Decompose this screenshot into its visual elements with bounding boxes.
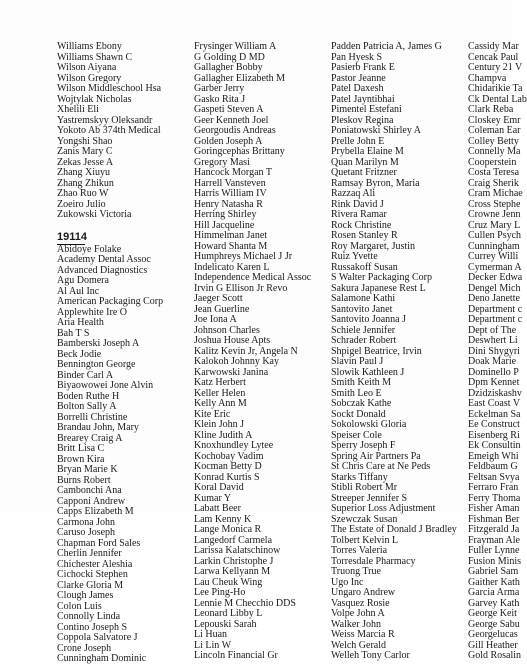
- directory-entry: Gaither Kath: [468, 576, 520, 588]
- directory-entry: Burns Robert: [57, 474, 111, 486]
- directory-entry: Sobczak Kathe: [331, 398, 392, 409]
- directory-entry: S Walter Packaging Corp: [331, 272, 432, 283]
- directory-entry: Xhelili Eli: [57, 104, 99, 115]
- directory-entry: Cherlin Jennifer: [57, 548, 122, 559]
- directory-entry: Gallagher Bobby: [194, 62, 263, 73]
- directory-entry: Schrader Robert: [331, 335, 397, 346]
- directory-entry: Joe Iona A: [194, 314, 237, 325]
- directory-entry: Hancock Morgan T: [194, 167, 272, 178]
- directory-entry: Larissa Kalatschinow: [194, 545, 281, 556]
- directory-entry: Frayman Ale: [468, 534, 520, 546]
- directory-entry: Schiele Jennifer: [331, 324, 396, 336]
- directory-entry: Kite Eric: [194, 408, 231, 420]
- directory-entry: George Sabu: [468, 618, 520, 630]
- directory-entry: Pasierb Frank E: [331, 62, 395, 73]
- directory-entry: Ruiz Yvette: [331, 251, 378, 262]
- directory-entry: Lange Monica R: [194, 524, 262, 535]
- directory-entry: Leonard Libby L: [194, 608, 263, 619]
- directory-entry: Rivera Ramar: [331, 209, 387, 220]
- directory-entry: Brearey Craig A: [57, 432, 123, 444]
- directory-entry: Cruz Mary L: [468, 219, 521, 231]
- directory-entry: Frysinger William A: [194, 41, 277, 52]
- directory-entry: Hill Jacqueline: [194, 219, 255, 231]
- directory-entry: Padden Patricia A, James G: [331, 41, 442, 52]
- directory-entry: Fisher Aman: [468, 503, 520, 514]
- directory-entry: Smith Leo E: [331, 387, 382, 399]
- directory-entry: Sockt Donald: [331, 408, 386, 420]
- directory-entry: Cullen Psych: [468, 230, 522, 241]
- directory-entry: Capps Elizabeth M: [57, 506, 134, 517]
- directory-entry: Rosen Stanley R: [331, 230, 398, 241]
- directory-entry: Georgelucas: [468, 629, 518, 640]
- directory-entry: Goringcephas Brittany: [194, 146, 285, 157]
- directory-entry: Decker Edwa: [468, 272, 523, 283]
- directory-entry: Sakura Japanese Rest L: [331, 282, 426, 294]
- directory-entry: Colley Betty: [468, 135, 519, 147]
- directory-entry: Superior Loss Adjustment: [331, 503, 436, 514]
- directory-entry: Deswhert Li: [468, 335, 518, 346]
- directory-entry: Zhang Zhikun: [57, 177, 114, 189]
- directory-entry: Independence Medical Assoc: [194, 272, 312, 283]
- directory-entry: Yokoto Ab 374th Medical: [57, 125, 161, 136]
- directory-entry: Labatt Beer: [194, 503, 241, 514]
- directory-entry: Zhang Xiuyu: [57, 167, 111, 178]
- directory-entry: George Keit: [468, 608, 517, 619]
- directory-entry: Welleh Tony Carlor: [331, 650, 410, 661]
- directory-entry: Keller Helen: [194, 387, 246, 399]
- directory-entry: Lee Ping-Ho: [194, 587, 246, 598]
- directory-entry: Agu Domera: [57, 275, 109, 286]
- directory-entry: Pleskov Regina: [331, 114, 394, 126]
- directory-entry: Kalokoh Johnny Kay: [194, 356, 279, 367]
- directory-entry: Stibli Robert Mr: [331, 482, 398, 493]
- directory-entry: Howard Shanta M: [194, 240, 268, 252]
- directory-entry: Russakoff Susan: [331, 261, 398, 273]
- directory-entry: Cymerman A: [468, 261, 522, 273]
- directory-entry: Cichocki Stephen: [57, 569, 128, 580]
- directory-entry: Pastor Jeanne: [331, 72, 386, 84]
- directory-entry: Shpigel Beatrice, Irvin: [331, 345, 422, 357]
- directory-entry: Chapman Ford Sales: [57, 537, 141, 549]
- directory-entry: Dominello P: [468, 366, 519, 378]
- directory-entry: Harris William IV: [194, 188, 267, 199]
- directory-entry: Brown Kira: [57, 453, 105, 465]
- directory-entry: Streeper Jennifer S: [331, 492, 408, 504]
- directory-entry: Kalitz Kevin Jr, Angela N: [194, 345, 298, 357]
- directory-entry: Ferry Thoma: [468, 492, 521, 504]
- directory-entry: Ck Dental Lab: [468, 93, 527, 105]
- directory-entry: Zekas Jesse A: [57, 156, 114, 168]
- directory-entry: Volpe John A: [331, 608, 385, 619]
- directory-entry: Currey Willi: [468, 251, 519, 262]
- directory-entry: Katz Herbert: [194, 377, 246, 388]
- directory-entry: Cambonchi Ana: [57, 485, 122, 496]
- directory-column-3: [331, 42, 457, 662]
- directory-entry: Yongshi Shao: [57, 135, 113, 147]
- directory-entry: Crowne Jenn: [468, 209, 521, 220]
- directory-entry: The Estate of Donald J Bradley: [331, 524, 457, 535]
- directory-entry: Garber Jerry: [194, 83, 245, 94]
- directory-entry: Craig Sherik: [468, 177, 519, 189]
- directory-entry: Cross Stephe: [468, 198, 521, 210]
- directory-entry: Doak Marie: [468, 356, 517, 367]
- directory-entry: Rink David J: [331, 198, 384, 210]
- directory-entry: Dengel Mich: [468, 282, 521, 294]
- directory-entry: Borrelli Christine: [57, 411, 128, 423]
- directory-entry: Coppola Salvatore J: [57, 632, 138, 643]
- directory-entry: American Packaging Corp: [57, 296, 164, 307]
- directory-entry: Poniatowski Shirley A: [331, 125, 422, 136]
- directory-entry: Chidarikie Ta: [468, 83, 523, 94]
- directory-entry: Torres Valeria: [331, 545, 388, 556]
- directory-entry: Joshua House Apts: [194, 335, 271, 346]
- directory-entry: Lennie M Checchio DDS: [194, 597, 296, 609]
- directory-entry: Zhao Ruo W: [57, 188, 109, 199]
- directory-entry: Karwowski Janina: [194, 366, 269, 378]
- directory-entry: Boden Ruthe H: [57, 390, 120, 402]
- directory-entry: Capponi Andrew: [57, 495, 126, 507]
- directory-entry: Gold Rosalin: [468, 650, 522, 661]
- directory-entry: Klein John J: [194, 419, 244, 430]
- directory-entry: Harrell Vansteven: [194, 177, 266, 189]
- directory-entry: Garvey Kath: [468, 597, 520, 609]
- directory-entry: Gregory Masi: [194, 156, 250, 168]
- directory-entry: Bryan Marie K: [57, 464, 118, 475]
- directory-entry: Academy Dental Assoc: [57, 254, 151, 265]
- directory-entry: Cassidy Mar: [468, 41, 519, 52]
- directory-entry: Herring Shirley: [194, 209, 257, 220]
- directory-entry: Williams Shawn C: [57, 51, 133, 63]
- directory-entry: Weiss Marcia R: [331, 629, 395, 640]
- directory-entry: Langedorf Carmela: [194, 534, 273, 546]
- directory-entry: Rock Christine: [331, 219, 392, 231]
- directory-entry: Dzidziskashv: [468, 387, 522, 399]
- directory-entry: Prelle John E: [331, 135, 385, 147]
- directory-entry: Gasko Rita J: [194, 93, 246, 105]
- directory-entry: Zoeiro Julio: [57, 198, 106, 210]
- directory-entry: Sokolowski Gloria: [331, 419, 407, 430]
- directory-entry: Williams Ebony: [57, 41, 122, 52]
- directory-entry: Fusion Minis: [468, 555, 522, 567]
- directory-entry: Clark Reba: [468, 104, 514, 115]
- directory-entry: Feldbaum G: [468, 461, 518, 472]
- directory-entry: Sperry Joseph F: [331, 440, 396, 451]
- directory-entry: Ungaro Andrew: [331, 587, 396, 598]
- directory-entry: Humphreys Michael J Jr: [194, 251, 293, 262]
- directory-entry: Department c: [468, 314, 523, 325]
- directory-entry: Ee Construct: [468, 419, 520, 430]
- directory-entry: Speiser Cole: [331, 429, 382, 441]
- directory-entry: Smith Keith M: [331, 377, 392, 388]
- directory-entry: Lam Kenny K: [194, 513, 252, 525]
- directory-entry: Garcia Arma: [468, 587, 520, 598]
- directory-entry: Connelly Ma: [468, 146, 521, 157]
- directory-entry: Dept of The: [468, 324, 517, 336]
- directory-entry: Jaeger Scott: [194, 293, 243, 304]
- directory-entry: Gill Heather: [468, 639, 518, 651]
- directory-entry: Ferraro Fran: [468, 482, 519, 493]
- directory-entry: Bah T S: [57, 327, 90, 339]
- directory-entry: Pimentel Estefani: [331, 104, 402, 115]
- directory-entry: Salamone Kathi: [331, 293, 396, 304]
- directory-entry: Chichester Aleshia: [57, 558, 133, 570]
- directory-entry: Deno Janette: [468, 293, 520, 304]
- directory-entry: Li Huan: [194, 629, 228, 640]
- directory-entry: Zukowski Victoria: [57, 209, 132, 220]
- directory-entry: Truong True: [331, 566, 381, 577]
- directory-entry: Beck Jodie: [57, 348, 102, 360]
- directory-column-1: [57, 42, 163, 665]
- directory-entry: Advanced Diagnostics: [57, 264, 148, 276]
- directory-entry: Slavin Paul J: [331, 356, 384, 367]
- directory-entry: Aria Health: [57, 317, 104, 328]
- directory-entry: Konrad Kurtis S: [194, 471, 260, 483]
- directory-entry: Patel Daxesh: [331, 83, 384, 94]
- directory-entry: Himmelman Janet: [194, 230, 268, 241]
- directory-entry: Koral David: [194, 482, 244, 493]
- directory-entry: Golden Joseph A: [194, 135, 263, 147]
- directory-entry: Larwa Kellyann M: [194, 566, 271, 577]
- directory-entry: Caruso Joseph: [57, 527, 116, 538]
- directory-entry: Kochobay Vadim: [194, 450, 264, 462]
- directory-entry: Knoxhundley Lytee: [194, 440, 274, 451]
- directory-entry: Indelicato Karen L: [194, 261, 270, 273]
- directory-entry: Eisenberg Ri: [468, 429, 520, 441]
- directory-entry: Henry Natasha R: [194, 198, 263, 210]
- directory-entry: Cunningham Dominic: [57, 653, 147, 664]
- directory-entry: Bennington George: [57, 359, 136, 370]
- directory-entry: Wojtylak Nicholas: [57, 93, 132, 105]
- directory-entry: Colon Luis: [57, 600, 102, 612]
- directory-entry: St Chris Care at Ne Peds: [331, 461, 431, 472]
- directory-entry: Wilson Gregory: [57, 72, 122, 84]
- directory-entry: Eckelman Sa: [468, 408, 521, 420]
- directory-entry: Carmona John: [57, 516, 116, 528]
- directory-entry: Bamberski Joseph A: [57, 338, 140, 349]
- directory-entry: Wilson Aiyana: [57, 62, 117, 73]
- directory-entry: Dini Shygyri: [468, 345, 520, 357]
- directory-entry: Slowik Kathleen J: [331, 366, 405, 378]
- directory-entry: East Coast V: [468, 398, 521, 409]
- directory-entry: Torresdale Pharmacy: [331, 555, 416, 567]
- directory-entry: Feltsan Svya: [468, 471, 520, 483]
- directory-entry: Crone Joseph: [57, 642, 112, 654]
- directory-entry: Ramsay Byron, Maria: [331, 177, 420, 189]
- directory-entry: Kumar Y: [194, 492, 232, 504]
- directory-entry: Kelly Ann M: [194, 398, 247, 409]
- directory-entry: Fishman Ber: [468, 513, 520, 525]
- directory-entry: Closkey Emr: [468, 114, 521, 126]
- directory-entry: Applewhite Ire O: [57, 306, 127, 318]
- directory-entry: Lau Cheuk Wing: [194, 576, 263, 588]
- directory-entry: Vasquez Rosie: [331, 597, 390, 609]
- directory-entry: Zanis Mary C: [57, 146, 113, 157]
- directory-entry: G Golding D MD: [194, 51, 265, 63]
- directory-entry: Champva: [468, 72, 507, 84]
- directory-entry: Department c: [468, 303, 523, 315]
- zip-code-heading: 19114: [57, 230, 87, 243]
- directory-entry: Kline Judith A: [194, 429, 253, 441]
- directory-column-2: [194, 42, 311, 662]
- directory-entry: Clough James: [57, 590, 114, 601]
- directory-entry: Clarke Gloria M: [57, 579, 124, 591]
- directory-entry: Pan Hyesk S: [331, 51, 383, 63]
- directory-entry: Santovito Joanna J: [331, 314, 406, 325]
- directory-entry: Lepouski Sarah: [194, 618, 257, 630]
- directory-entry: Roy Margaret, Justin: [331, 240, 415, 252]
- directory-entry: Emeigh Whi: [468, 450, 519, 462]
- directory-entry: Contino Joseph S: [57, 621, 128, 633]
- directory-entry: Patel Jayntibhai: [331, 93, 395, 105]
- directory-entry: Larkin Christophe J: [194, 555, 274, 567]
- directory-entry: Quetant Fritzner: [331, 167, 397, 178]
- directory-entry: Abidoye Folake: [57, 243, 122, 255]
- directory-entry: Cooperstein: [468, 156, 517, 168]
- directory-entry: Britt Lisa C: [57, 443, 105, 454]
- directory-entry: Quan Marilyn M: [331, 156, 399, 168]
- directory-entry: Fitzgerald Ja: [468, 524, 520, 535]
- directory-entry: Lincoln Financial Gr: [194, 650, 278, 661]
- directory-entry: Gaspeti Steven A: [194, 104, 264, 115]
- directory-entry: Starks Tiffany: [331, 471, 388, 483]
- directory-entry: Spring Air Partners Pa: [331, 450, 421, 462]
- directory-entry: Walker John: [331, 618, 382, 630]
- directory-column-4: [468, 42, 527, 662]
- directory-entry: Costa Teresa: [468, 167, 520, 178]
- directory-entry: Dpm Kennet: [468, 377, 520, 388]
- directory-entry: Tolbert Kelvin L: [331, 534, 399, 546]
- directory-entry: Johnson Charles: [194, 324, 260, 336]
- directory-entry: Cram Michae: [468, 188, 523, 199]
- directory-entry: Ek Consultin: [468, 440, 521, 451]
- directory-entry: Szewczak Susan: [331, 513, 398, 525]
- directory-entry: Welch Gerald: [331, 639, 386, 651]
- directory-entry: Gallagher Elizabeth M: [194, 72, 286, 84]
- directory-entry: Jean Guerline: [194, 303, 250, 315]
- directory-entry: Al Aul Inc: [57, 285, 100, 297]
- directory-entry: Fuller Lynne: [468, 545, 520, 556]
- directory-entry: Bolton Sally A: [57, 401, 117, 412]
- directory-entry: Li Lin W: [194, 639, 232, 651]
- directory-entry: Geer Kenneth Joel: [194, 114, 269, 126]
- directory-entry: Kocman Betty D: [194, 461, 262, 472]
- directory-entry: Century 21 V: [468, 62, 523, 73]
- directory-entry: Cunningham: [468, 240, 520, 252]
- directory-entry: Binder Carl A: [57, 369, 114, 381]
- directory-entry: Yastremskyy Oleksandr: [57, 114, 153, 126]
- directory-entry: Cencak Paul: [468, 51, 519, 63]
- directory-entry: Santovito Janet: [331, 303, 393, 315]
- directory-entry: Biyaowowei Jone Alvin: [57, 380, 154, 391]
- directory-entry: Razzaq Ali: [331, 188, 376, 199]
- directory-entry: Connolly Linda: [57, 611, 121, 622]
- directory-entry: Wilson Middleschool Hsa: [57, 83, 162, 94]
- directory-entry: Brandau John, Mary: [57, 422, 139, 433]
- directory-entry: Coleman Ear: [468, 125, 521, 136]
- directory-entry: Irvin G Ellison Jr Revo: [194, 282, 288, 294]
- directory-entry: Prybella Elaine M: [331, 146, 404, 157]
- directory-entry: Ugo Inc: [331, 576, 364, 588]
- directory-entry: Georgoudis Andreas: [194, 125, 276, 136]
- directory-entry: Gabriel Sam: [468, 566, 519, 577]
